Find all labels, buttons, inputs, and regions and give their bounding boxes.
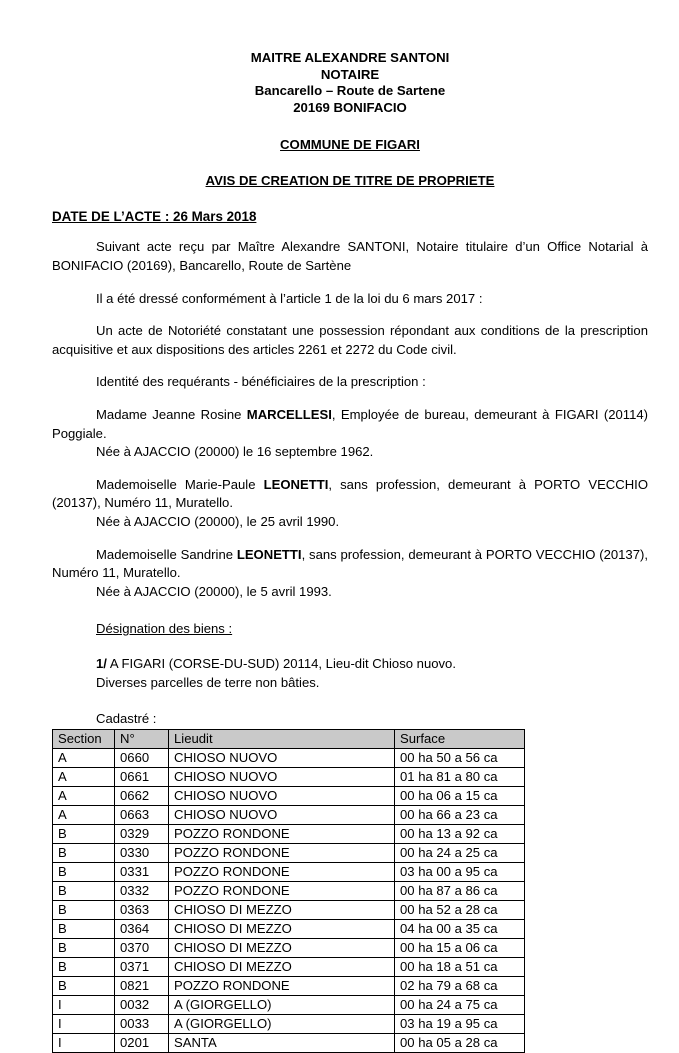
- requerant-entry: [52, 476, 648, 513]
- cell-surface: 00 ha 13 a 92 ca: [395, 825, 525, 844]
- property-block: [52, 655, 648, 692]
- requerant-surname: MARCELLESI: [246, 406, 332, 422]
- designation-heading: [52, 621, 648, 636]
- property-number: 1/: [96, 656, 107, 672]
- requerant-prefix: Mademoiselle Sandrine: [96, 546, 237, 562]
- cell-section: A: [53, 787, 115, 806]
- cell-numero: 0370: [115, 939, 169, 958]
- property-line-1: [52, 655, 648, 674]
- paragraph-article: Il a été dressé conformément à l’article 1 de la loi du 6 mars 2017 :: [96, 290, 483, 306]
- letterhead: [52, 50, 648, 116]
- cell-numero: 0660: [115, 749, 169, 768]
- cadastre-label: Cadastré :: [96, 711, 157, 727]
- table-row: [53, 825, 525, 844]
- cell-section: A: [53, 749, 115, 768]
- table-row: [53, 901, 525, 920]
- cell-surface: 03 ha 00 a 95 ca: [395, 863, 525, 882]
- cell-section: B: [53, 920, 115, 939]
- cell-lieudit: POZZO RONDONE: [169, 844, 395, 863]
- table-row: [53, 768, 525, 787]
- cell-lieudit: CHIOSO NUOVO: [169, 787, 395, 806]
- cell-section: B: [53, 977, 115, 996]
- table-row: [53, 939, 525, 958]
- cadastre-table-head: [53, 730, 525, 749]
- cell-surface: 03 ha 19 a 95 ca: [395, 1015, 525, 1034]
- notice-title-text: AVIS DE CREATION DE TITRE DE PROPRIETE: [205, 173, 495, 189]
- column-header-section: Section: [53, 730, 115, 749]
- requerant-prefix: Mademoiselle Marie-Paule: [96, 476, 264, 492]
- table-row: [53, 863, 525, 882]
- document-content: [52, 0, 648, 1053]
- cell-section: B: [53, 958, 115, 977]
- table-row: [53, 1015, 525, 1034]
- table-row: [53, 920, 525, 939]
- cell-lieudit: CHIOSO NUOVO: [169, 806, 395, 825]
- requerant-entry: [52, 406, 648, 443]
- cell-lieudit: CHIOSO DI MEZZO: [169, 901, 395, 920]
- designation-heading-text: Désignation des biens :: [96, 621, 233, 637]
- cell-lieudit: A (GIORGELLO): [169, 1015, 395, 1034]
- cell-numero: 0363: [115, 901, 169, 920]
- paragraph-identite: Identité des requérants - bénéficiaires de la prescription :: [96, 374, 426, 390]
- cell-numero: 0330: [115, 844, 169, 863]
- requerant-suffix: , sans profession, demeurant à PORTO VECCHIO (20137), Numéro 11, Muratello.: [52, 476, 649, 511]
- cell-section: B: [53, 901, 115, 920]
- table-row: [53, 977, 525, 996]
- table-header-row: [53, 730, 525, 749]
- table-row: [53, 787, 525, 806]
- letterhead-line-1: MAITRE ALEXANDRE SANTONI: [250, 50, 450, 65]
- cell-section: I: [53, 996, 115, 1015]
- cell-numero: 0662: [115, 787, 169, 806]
- commune-heading-text: COMMUNE DE FIGARI: [280, 137, 420, 153]
- cell-section: B: [53, 882, 115, 901]
- table-row: [53, 1034, 525, 1053]
- notice-title: [52, 173, 648, 188]
- requerant-birth: Née à AJACCIO (20000), le 5 avril 1993.: [96, 583, 332, 599]
- cell-surface: 01 ha 81 a 80 ca: [395, 768, 525, 787]
- cell-surface: 00 ha 05 a 28 ca: [395, 1034, 525, 1053]
- column-header-surface: Surface: [395, 730, 525, 749]
- letterhead-line-3: Bancarello – Route de Sartene: [254, 83, 446, 99]
- cell-numero: 0033: [115, 1015, 169, 1034]
- cell-section: A: [53, 806, 115, 825]
- cell-surface: 00 ha 50 a 56 ca: [395, 749, 525, 768]
- cell-section: A: [53, 768, 115, 787]
- cell-surface: 00 ha 24 a 75 ca: [395, 996, 525, 1015]
- cell-numero: 0821: [115, 977, 169, 996]
- property-location: A FIGARI (CORSE-DU-SUD) 20114, Lieu-dit Chioso nuovo.: [106, 656, 456, 672]
- cell-numero: 0663: [115, 806, 169, 825]
- requerant-surname: LEONETTI: [236, 546, 302, 562]
- cell-lieudit: POZZO RONDONE: [169, 863, 395, 882]
- cell-surface: 00 ha 24 a 25 ca: [395, 844, 525, 863]
- cell-section: B: [53, 825, 115, 844]
- cell-section: B: [53, 844, 115, 863]
- column-header-numero: N°: [115, 730, 169, 749]
- cell-lieudit: CHIOSO NUOVO: [169, 768, 395, 787]
- table-row: [53, 749, 525, 768]
- requerant-suffix: , sans profession, demeurant à PORTO VECCHIO (20137), Numéro 11, Muratello.: [52, 546, 648, 581]
- letterhead-line-2: NOTAIRE: [320, 66, 380, 82]
- cell-numero: 0201: [115, 1034, 169, 1053]
- table-row: [53, 882, 525, 901]
- commune-heading: [52, 137, 648, 152]
- cell-surface: 00 ha 06 a 15 ca: [395, 787, 525, 806]
- cell-surface: 00 ha 87 a 86 ca: [395, 882, 525, 901]
- cell-surface: 02 ha 79 a 68 ca: [395, 977, 525, 996]
- cell-surface: 04 ha 00 a 35 ca: [395, 920, 525, 939]
- cell-lieudit: CHIOSO NUOVO: [169, 749, 395, 768]
- property-line-2: Diverses parcelles de terre non bâties.: [96, 674, 320, 690]
- table-row: [53, 844, 525, 863]
- requerant-suffix: , Employée de bureau, demeurant à FIGARI (20114) Poggiale.: [52, 406, 648, 441]
- cell-section: B: [53, 863, 115, 882]
- column-header-lieudit: Lieudit: [169, 730, 395, 749]
- table-row: [53, 806, 525, 825]
- table-row: [53, 958, 525, 977]
- cell-numero: 0332: [115, 882, 169, 901]
- requerant-prefix: Madame Jeanne Rosine: [96, 406, 247, 422]
- table-row: [53, 996, 525, 1015]
- cell-numero: 0331: [115, 863, 169, 882]
- cell-numero: 0364: [115, 920, 169, 939]
- cell-section: I: [53, 1015, 115, 1034]
- cell-section: I: [53, 1034, 115, 1053]
- cell-surface: 00 ha 15 a 06 ca: [395, 939, 525, 958]
- act-date: [52, 209, 648, 224]
- cell-lieudit: CHIOSO DI MEZZO: [169, 920, 395, 939]
- cell-numero: 0371: [115, 958, 169, 977]
- cell-lieudit: SANTA: [169, 1034, 395, 1053]
- requerant-entry: [52, 546, 648, 583]
- requerant-birth: Née à AJACCIO (20000) le 16 septembre 1962.: [96, 444, 374, 460]
- cadastre-table: [52, 729, 525, 1053]
- cadastre-table-body: [53, 749, 525, 1053]
- cell-surface: 00 ha 18 a 51 ca: [395, 958, 525, 977]
- cell-surface: 00 ha 66 a 23 ca: [395, 806, 525, 825]
- cell-lieudit: CHIOSO DI MEZZO: [169, 939, 395, 958]
- cell-lieudit: POZZO RONDONE: [169, 825, 395, 844]
- cell-numero: 0329: [115, 825, 169, 844]
- paragraph-suivant-acte: Suivant acte reçu par Maître Alexandre SANTONI, Notaire titulaire d’un Office Notarial à BONIFACIO (20169), Bancarello, Route de Sartène: [52, 239, 648, 273]
- paragraph-notoriete: Un acte de Notoriété constatant une possession répondant aux conditions de la prescription acquisitive et aux dispositions des articles 2261 et 2272 du Code civil.: [52, 323, 648, 357]
- requerant-surname: LEONETTI: [263, 476, 329, 492]
- letterhead-line-4: 20169 BONIFACIO: [293, 99, 407, 115]
- cell-numero: 0032: [115, 996, 169, 1015]
- act-date-text: DATE DE L’ACTE : 26 Mars 2018: [52, 209, 257, 225]
- cell-surface: 00 ha 52 a 28 ca: [395, 901, 525, 920]
- cell-section: B: [53, 939, 115, 958]
- cell-lieudit: CHIOSO DI MEZZO: [169, 958, 395, 977]
- requerant-birth: Née à AJACCIO (20000), le 25 avril 1990.: [96, 513, 340, 529]
- cell-lieudit: A (GIORGELLO): [169, 996, 395, 1015]
- cell-lieudit: POZZO RONDONE: [169, 882, 395, 901]
- cell-lieudit: POZZO RONDONE: [169, 977, 395, 996]
- cell-numero: 0661: [115, 768, 169, 787]
